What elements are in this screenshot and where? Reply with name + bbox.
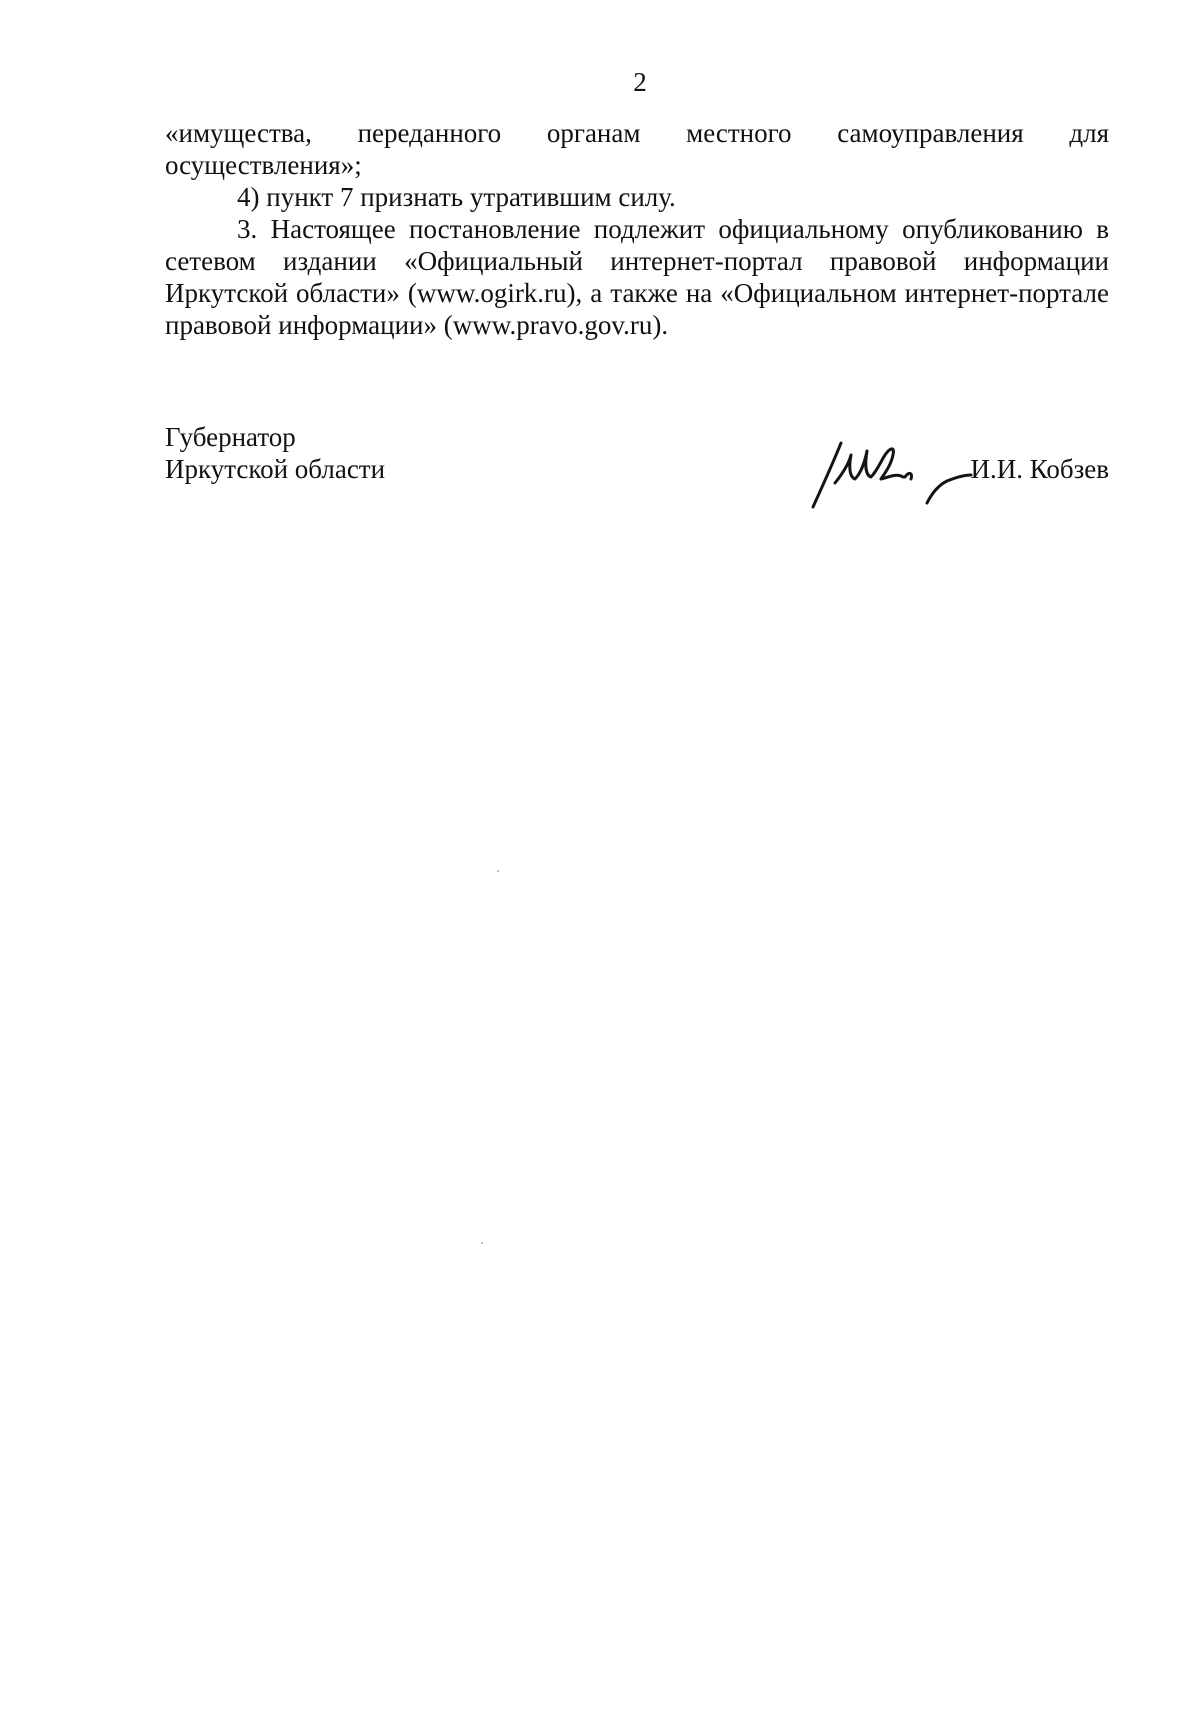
signer-title: [165, 421, 385, 485]
paragraph-item-3-publication: 3. Настоящее постановление подлежит официальному опубликованию в сетевом издании «Официальный интернет-портал правовой информации Иркутской области» (www.ogirk.ru), а также на «Официальном интернет-портале правовой информации» (www.pravo.gov.ru).: [165, 214, 1109, 340]
handwritten-signature-icon: [805, 433, 985, 513]
signature-block: [165, 421, 1109, 511]
scan-artifact: [481, 1242, 483, 1244]
paragraph-item-4: 4) пункт 7 признать утратившим силу.: [237, 182, 676, 212]
signer-position: Губернатор: [165, 422, 296, 452]
document-body: [165, 117, 1109, 341]
page-number: 2: [633, 67, 647, 97]
signer-name: И.И. Кобзев: [970, 454, 1109, 484]
scan-artifact: [497, 870, 499, 872]
paragraph-continuation: «имущества, переданного органам местного самоуправления для осуществления»;: [165, 118, 1109, 180]
signer-region: Иркутской области: [165, 454, 386, 484]
